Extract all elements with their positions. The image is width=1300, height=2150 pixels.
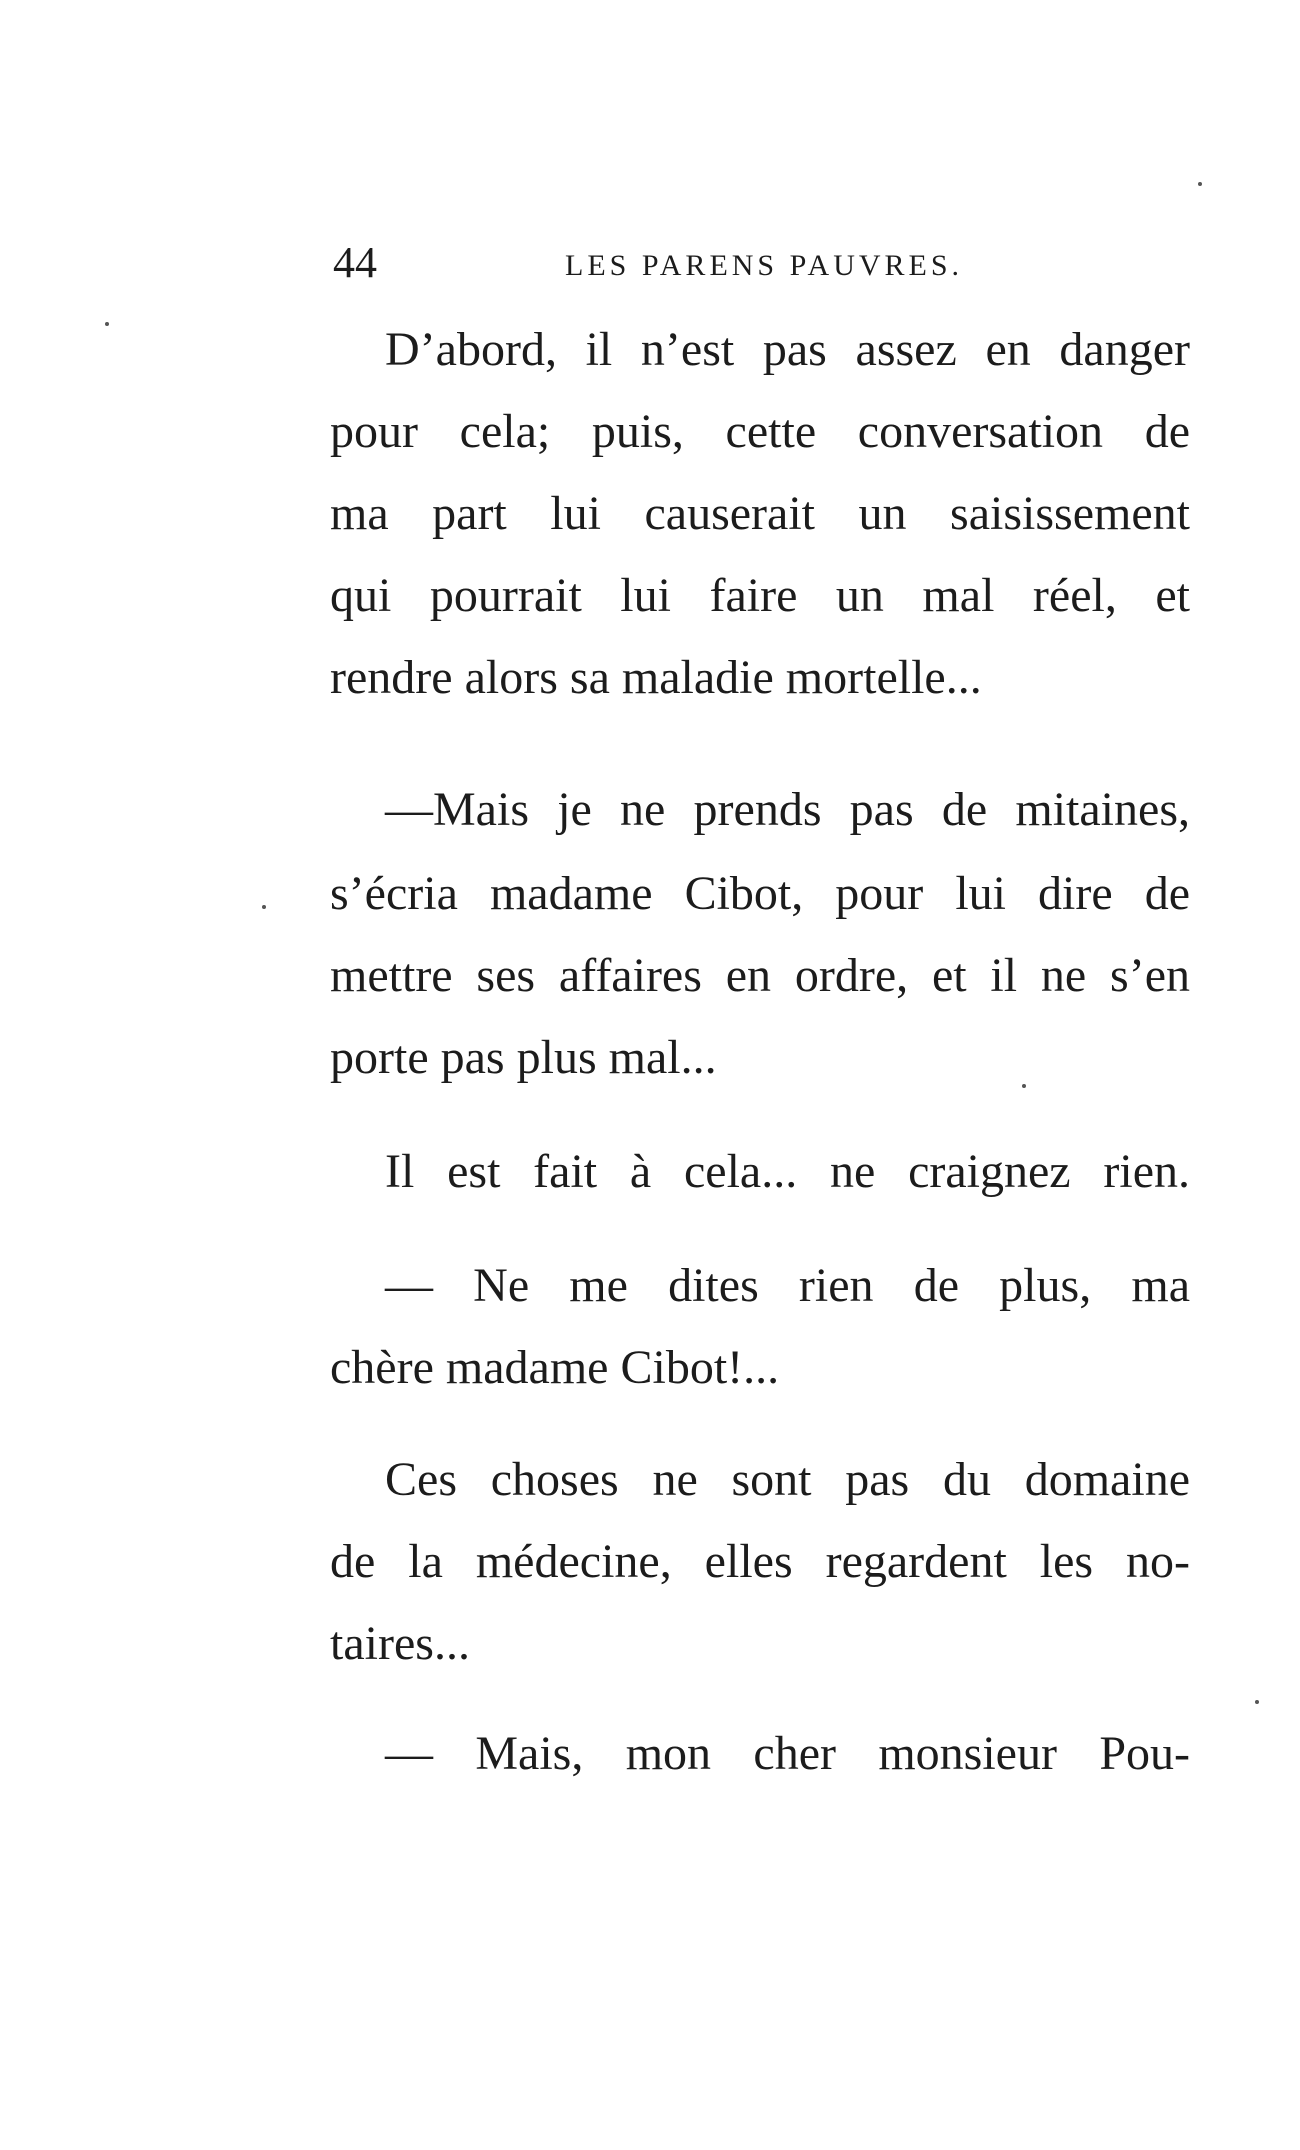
text-line-14: de la médecine, elles regardent les no- bbox=[330, 1535, 1190, 1588]
text-line-15: taires... bbox=[330, 1617, 470, 1670]
text-line-7: s’écria madame Cibot, pour lui dire de bbox=[330, 867, 1190, 920]
text-line-8: mettre ses affaires en ordre, et il ne s’en bbox=[330, 949, 1190, 1002]
text-line-3: ma part lui causerait un saisissement bbox=[330, 487, 1190, 540]
text-line-1: D’abord, il n’est pas assez en danger bbox=[385, 323, 1190, 376]
paper-speck bbox=[1198, 182, 1202, 186]
paper-speck bbox=[1255, 1700, 1259, 1704]
text-line-13: Ces choses ne sont pas du domaine bbox=[385, 1453, 1190, 1506]
paper-speck bbox=[105, 322, 109, 326]
text-line-6: —Mais je ne prends pas de mitaines, bbox=[385, 783, 1190, 836]
text-line-5: rendre alors sa maladie mortelle... bbox=[330, 651, 982, 704]
text-line-9: porte pas plus mal... bbox=[330, 1031, 717, 1084]
text-line-2: pour cela; puis, cette conversation de bbox=[330, 405, 1190, 458]
text-line-12: chère madame Cibot!... bbox=[330, 1341, 780, 1394]
page-header bbox=[333, 238, 1193, 288]
text-line-16: — Mais, mon cher monsieur Pou- bbox=[385, 1727, 1190, 1780]
text-line-4: qui pourrait lui faire un mal réel, et bbox=[330, 569, 1190, 622]
running-title: LES PARENS PAUVRES. bbox=[565, 249, 964, 282]
paper-speck bbox=[262, 905, 266, 909]
text-line-11: — Ne me dites rien de plus, ma bbox=[385, 1259, 1190, 1312]
page-number: 44 bbox=[333, 238, 377, 287]
text-line-10: Il est fait à cela... ne craignez rien. bbox=[385, 1145, 1190, 1198]
paper-speck bbox=[1022, 1084, 1026, 1088]
